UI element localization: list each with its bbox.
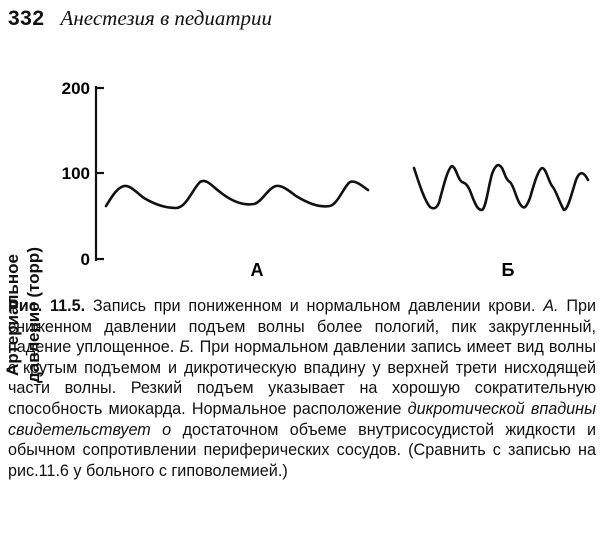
- series-b-tracing: [414, 165, 588, 210]
- y-tick-label-100: 100: [61, 164, 90, 183]
- caption-text-2: При сниженном давлении подъем волны более пологий, пик закругленный, падение уплощенное.: [8, 297, 596, 357]
- running-title: Анестезия в педиатрии: [60, 6, 273, 30]
- figure-caption: [8, 296, 596, 481]
- y-axis-label-line1: Артериальное: [3, 254, 22, 376]
- caption-text-3: При нормальном давлении запись имеет вид волны с крутым подъемом и дикротическую впадину у верхней трети нисходящей части волны. Резкий подъем указывает на хорошую сократительную способность миокарда. Нормальное расположение: [8, 338, 596, 418]
- caption-a-mark: А.: [543, 297, 559, 315]
- caption-italic-phrase: дикротической впадины свидетельствует о: [8, 399, 596, 439]
- page-header: [8, 6, 272, 34]
- y-tick-label-0: 0: [80, 250, 90, 269]
- y-axis-label-line2: давление (торр): [24, 247, 43, 383]
- caption-text-1: Запись при пониженном и нормальном давлении крови.: [85, 297, 544, 315]
- series-a-tracing: [106, 181, 368, 208]
- caption-text-4: достаточном объеме внутрисосудистой жидкости и обычном сопротивлении периферических сосудов. (Сравнить с записью на рис.11.6 у больного с гиповолемией.): [8, 420, 596, 480]
- caption-lead: Рис. 11.5.: [8, 297, 86, 315]
- caption-b-mark: Б.: [179, 338, 195, 357]
- pressure-tracing-chart: [0, 64, 604, 294]
- y-tick-label-200: 200: [61, 79, 90, 98]
- page-number: 332: [8, 7, 45, 30]
- panel-a-label: А: [250, 260, 264, 280]
- panel-b-label: Б: [501, 260, 515, 280]
